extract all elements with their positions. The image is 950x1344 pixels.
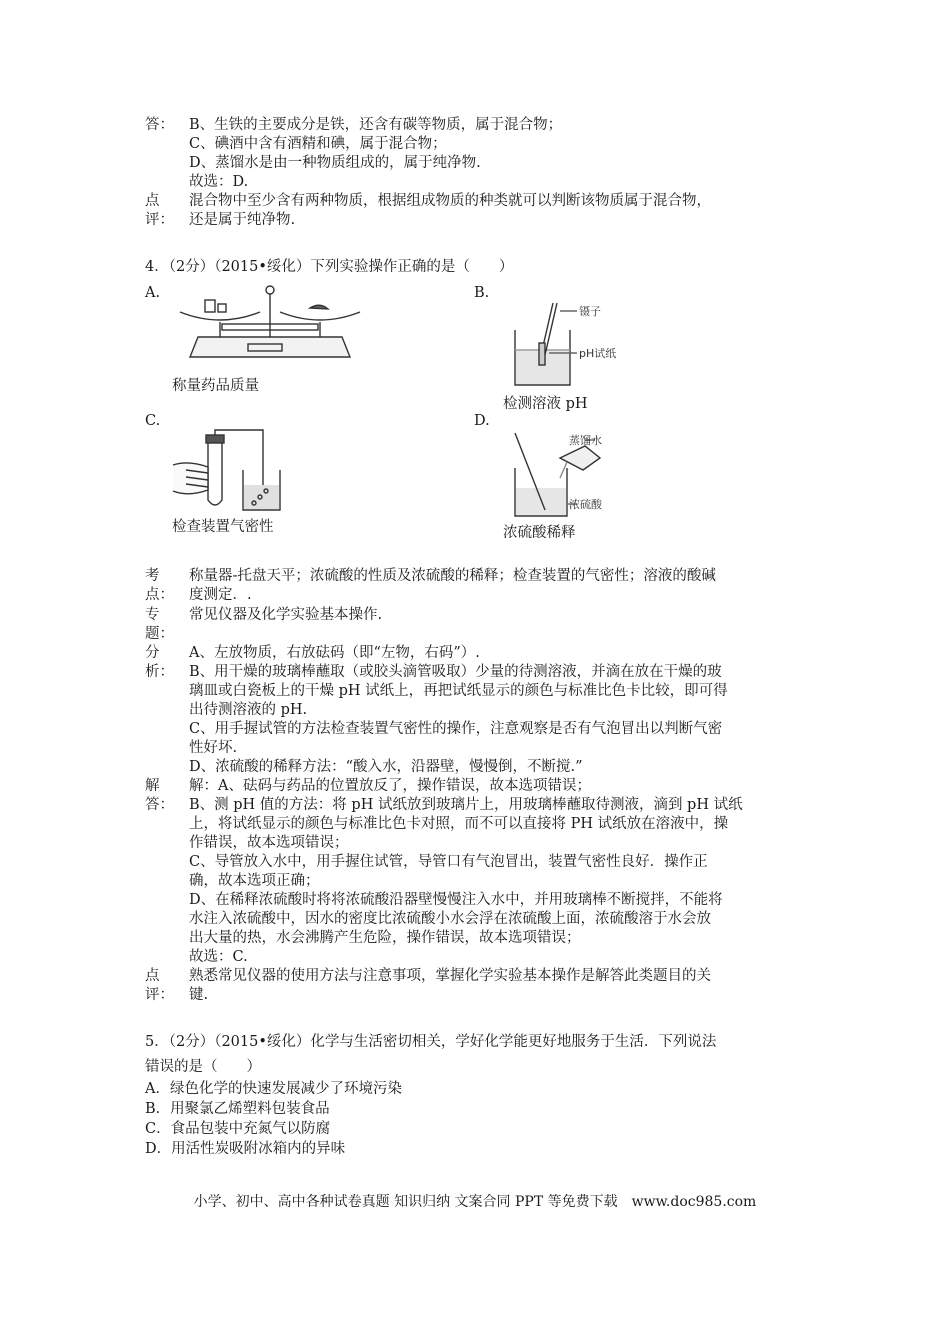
comment-line: 还是属于纯净物. [189, 212, 296, 228]
dianping-line: 熟悉常见仪器的使用方法与注意事项，掌握化学实验基本操作是解答此类题目的关 [189, 968, 711, 984]
distilled-water-label: 蒸馏水 [569, 434, 602, 447]
comment-tag: 点 [145, 193, 160, 209]
jieda-line: 确，故本选项正确； [189, 873, 320, 889]
kaodian-line: 度测定．. [189, 587, 252, 603]
q3-answer-block [145, 116, 815, 192]
fenxi-line: 璃皿或白瓷板上的干燥 pH 试纸上，再把试纸显示的颜色与标准比色卡比较，即可得 [189, 683, 728, 699]
conc-acid-label: 浓硫酸 [569, 498, 602, 511]
q5-option: B．用聚氯乙烯塑料包装食品 [145, 1101, 330, 1117]
comment-tag: 评： [145, 212, 174, 228]
jieda-line: C、导管放入水中，用手握住试管，导管口有气泡冒出，装置气密性良好．操作正 [189, 854, 708, 870]
jieda-line: 解：A、砝码与药品的位置放反了，操作错误，故本选项错误； [189, 778, 591, 794]
fenxi-line: D、浓硫酸的稀释方法：“酸入水，沿器壁，慢慢倒，不断搅.” [189, 759, 583, 775]
q5-stem-line: 5．（2分）（2015•绥化）化学与生活密切相关，学好化学能更好地服务于生活．下列说法 [145, 1034, 717, 1050]
answer-line: D、蒸馏水是由一种物质组成的，属于纯净物. [189, 155, 481, 171]
q4-option-d-letter: D. [474, 413, 490, 429]
ph-test-figure [505, 295, 635, 390]
q5-option: A．绿色化学的快速发展减少了环境污染 [145, 1081, 402, 1097]
airtightness-figure [168, 425, 288, 515]
q4-option-c-caption: 检查装置气密性 [172, 519, 274, 535]
q4-option-d-caption: 浓硫酸稀释 [503, 525, 576, 541]
zhuanti-tag: 专 [145, 607, 160, 623]
q4-fenxi-block [145, 644, 815, 777]
dianping-tag: 评： [145, 987, 174, 1003]
ph-paper-label: pH试纸 [579, 347, 617, 360]
q4-stem: 4．（2分）（2015•绥化）下列实验操作正确的是（ ） [145, 259, 514, 275]
jieda-line: 水注入浓硫酸中，因水的密度比浓硫酸小水会浮在浓硫酸上面，浓硫酸溶于水会放 [189, 911, 711, 927]
fenxi-line: A、左放物质，右放砝码（即“左物，右码”）. [189, 645, 480, 661]
fenxi-line: B、用干燥的玻璃棒蘸取（或胶头滴管吸取）少量的待测溶液，并滴在放在干燥的玻 [189, 664, 722, 680]
q5-stem-line: 错误的是（ ） [145, 1059, 261, 1075]
answer-tag: 答： [145, 117, 174, 133]
dianping-tag: 点 [145, 968, 160, 984]
fenxi-line: 出待测溶液的 pH. [189, 702, 308, 718]
jieda-line: 故选：C. [189, 949, 248, 965]
kaodian-line: 称量器-托盘天平；浓硫酸的性质及浓硫酸的稀释；检查装置的气密性；溶液的酸碱 [189, 568, 716, 584]
kaodian-tag: 考 [145, 568, 160, 584]
dianping-line: 键. [189, 987, 209, 1003]
jieda-line: B、测 pH 值的方法：将 pH 试纸放到玻璃片上，用玻璃棒蘸取待测液，滴到 pH 试纸 [189, 797, 743, 813]
q3-comment-block [145, 192, 815, 230]
q4-option-b-letter: B. [474, 285, 490, 301]
fenxi-tag: 析： [145, 664, 174, 680]
answer-line: B、生铁的主要成分是铁，还含有碳等物质，属于混合物； [189, 117, 563, 133]
jieda-line: 上，将试纸显示的颜色与标准比色卡对照，而不可以直接将 PH 试纸放在溶液中，操 [189, 816, 729, 832]
q4-option-a-letter: A. [145, 285, 161, 301]
fenxi-tag: 分 [145, 645, 160, 661]
page-footer: 小学、初中、高中各种试卷真题 知识归纳 文案合同 PPT 等免费下载 www.doc985.com [193, 1194, 757, 1210]
q5-option: C．食品包装中充氮气以防腐 [145, 1121, 331, 1137]
tweezers-label: 镊子 [579, 305, 601, 318]
dilution-figure [505, 428, 640, 518]
q4-option-b-caption: 检测溶液 pH [503, 396, 588, 412]
jieda-line: D、在稀释浓硫酸时将将浓硫酸沿器壁慢慢注入水中，并用玻璃棒不断搅拌，不能将 [189, 892, 723, 908]
jieda-line: 出大量的热，水会沸腾产生危险，操作错误，故本选项错误； [189, 930, 581, 946]
q5-option: D．用活性炭吸附冰箱内的异味 [145, 1141, 346, 1157]
answer-line: 故选：D. [189, 174, 249, 190]
answer-line: C、碘酒中含有酒精和碘，属于混合物； [189, 136, 447, 152]
q4-dianping-block [145, 967, 815, 1005]
fenxi-line: C、用手握试管的方法检查装置气密性的操作，注意观察是否有气泡冒出以判断气密 [189, 721, 723, 737]
q4-zhuanti-block [145, 606, 815, 644]
q4-jieda-block [145, 777, 815, 967]
q4-option-a-caption: 称量药品质量 [172, 378, 259, 394]
fenxi-line: 性好坏. [189, 740, 238, 756]
jieda-line: 作错误，故本选项错误； [189, 835, 349, 851]
jieda-tag: 解 [145, 778, 160, 794]
kaodian-tag: 点： [145, 587, 174, 603]
zhuanti-tag: 题： [145, 626, 174, 642]
balance-scale-figure [170, 282, 370, 372]
jieda-tag: 答： [145, 797, 174, 813]
q4-kaodian-block [145, 567, 815, 605]
zhuanti-line: 常见仪器及化学实验基本操作. [189, 607, 383, 623]
q4-option-c-letter: C. [145, 413, 161, 429]
comment-line: 混合物中至少含有两种物质，根据组成物质的种类就可以判断该物质属于混合物， [189, 193, 711, 209]
